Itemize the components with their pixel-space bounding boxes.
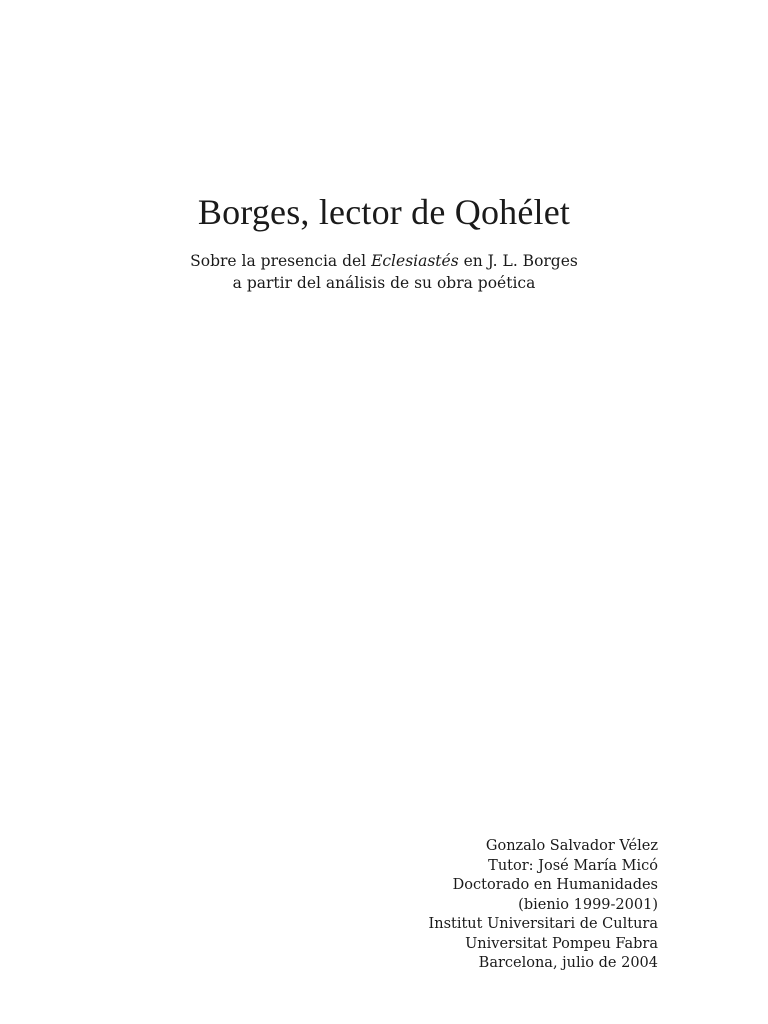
subtitle-italic-work: Eclesiastés [371, 252, 459, 270]
author-info-block [429, 837, 659, 974]
program-line: Doctorado en Humanidades [452, 877, 658, 893]
subtitle-line-2: a partir del análisis de su obra poética [232, 274, 536, 292]
subtitle-line-1-start: Sobre la presencia del [190, 252, 372, 270]
author-name: Gonzalo Salvador Vélez [485, 838, 658, 854]
document-title: Borges, lector de Qohélet [197, 192, 571, 232]
period-line: (bienio 1999-2001) [518, 896, 658, 913]
document-subtitle [0, 250, 768, 294]
tutor-line: Tutor: José María Micó [488, 857, 658, 874]
subtitle-line-1-end: en J. L. Borges [458, 252, 578, 270]
university-line: Universitat Pompeu Fabra [465, 935, 658, 952]
place-date-line: Barcelona, julio de 2004 [478, 955, 658, 971]
subtitle-line-1 [0, 250, 768, 272]
institute-line: Institut Universitari de Cultura [428, 916, 658, 932]
